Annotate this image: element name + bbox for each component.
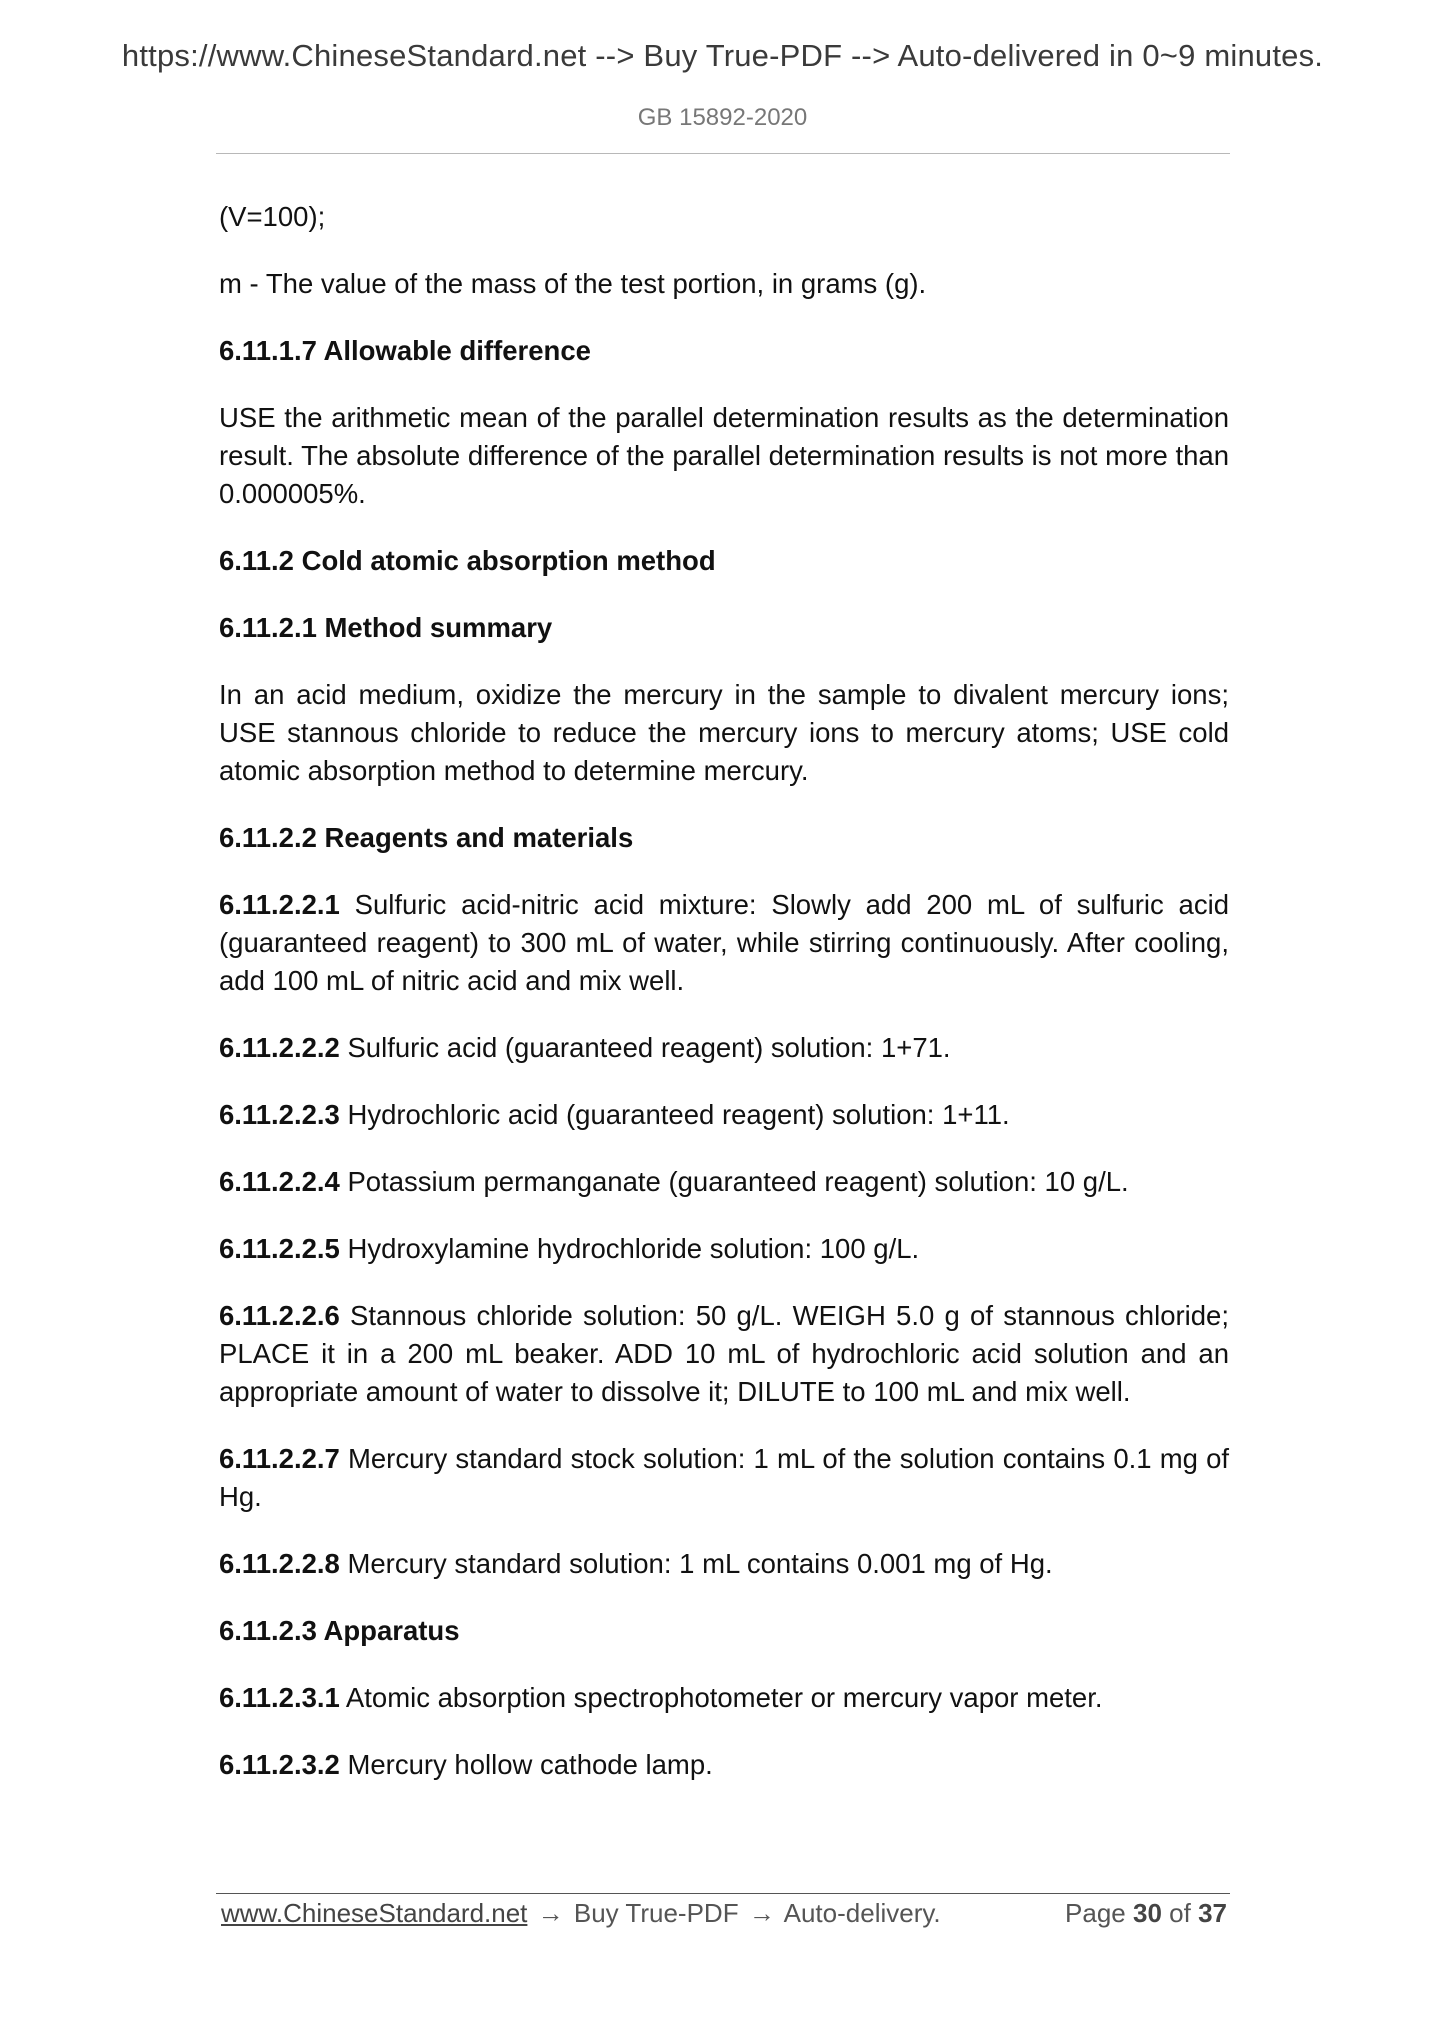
section-heading-6-11-2: 6.11.2 Cold atomic absorption method: [219, 545, 716, 576]
item-number: 6.11.2.3.1: [219, 1682, 340, 1713]
arrow-right-icon: →: [537, 1898, 564, 1928]
reagent-item: [219, 1440, 1229, 1516]
apparatus-item: [219, 1746, 1229, 1784]
page-indicator: [1065, 1898, 1227, 1929]
section-heading-6-11-2-1: 6.11.2.1 Method summary: [219, 612, 553, 643]
item-text: Sulfuric acid (guaranteed reagent) solution: 1+71.: [339, 1032, 951, 1063]
reagent-item: [219, 1297, 1229, 1411]
page-footer: [221, 1898, 1227, 1938]
apparatus-item: [219, 1679, 1229, 1717]
item-number: 6.11.2.2.1: [219, 889, 340, 920]
item-text: Mercury standard stock solution: 1 mL of the solution contains 0.1 mg of Hg.: [219, 1443, 1229, 1512]
paragraph-method-summary: In an acid medium, oxidize the mercury in the sample to divalent mercury ions; USE stannous chloride to reduce the mercury ions to mercury atoms; USE cold atomic absorption method to determine mercury.: [219, 679, 1229, 786]
formula-v-line: (V=100);: [219, 201, 326, 232]
reagent-item: [219, 1230, 1229, 1268]
arrow-right-icon: →: [748, 1898, 775, 1928]
section-heading-6-11-2-3: 6.11.2.3 Apparatus: [219, 1615, 460, 1646]
item-number: 6.11.2.2.4: [219, 1166, 340, 1197]
page-content: [219, 198, 1229, 1813]
reagent-item: [219, 1096, 1229, 1134]
item-text: Potassium permanganate (guaranteed reagent) solution: 10 g/L.: [339, 1166, 1129, 1197]
reagent-item: [219, 886, 1229, 1000]
footer-buy-text: Buy True-PDF: [573, 1898, 739, 1928]
item-number: 6.11.2.3.2: [219, 1749, 340, 1780]
formula-m-line: m - The value of the mass of the test portion, in grams (g).: [219, 268, 927, 299]
footer-site-link[interactable]: www.ChineseStandard.net: [221, 1898, 528, 1928]
item-text: Mercury standard solution: 1 mL contains 0.001 mg of Hg.: [339, 1548, 1053, 1579]
item-number: 6.11.2.2.6: [219, 1300, 340, 1331]
item-text: Sulfuric acid-nitric acid mixture: Slowly add 200 mL of sulfuric acid (guaranteed reagent) to 300 mL of water, while stirring continuously. After cooling, add 100 mL of nitric acid and mix well.: [219, 889, 1229, 996]
footer-divider: [216, 1893, 1230, 1894]
header-divider: [216, 153, 1230, 154]
section-heading-6-11-1-7: 6.11.1.7 Allowable difference: [219, 335, 591, 366]
item-number: 6.11.2.2.7: [219, 1443, 340, 1474]
top-banner-link[interactable]: https://www.ChineseStandard.net --> Buy True-PDF --> Auto-delivered in 0~9 minutes.: [121, 38, 1324, 73]
item-text: Hydroxylamine hydrochloride solution: 100 g/L.: [339, 1233, 920, 1264]
page-number: 30: [1133, 1898, 1162, 1928]
reagent-item: [219, 1029, 1229, 1067]
item-number: 6.11.2.2.8: [219, 1548, 340, 1579]
reagent-item: [219, 1545, 1229, 1583]
footer-auto-text: Auto-delivery.: [783, 1898, 941, 1928]
item-text: Mercury hollow cathode lamp.: [339, 1749, 713, 1780]
document-code: GB 15892-2020: [637, 104, 808, 131]
reagent-item: [219, 1163, 1229, 1201]
footer-left: [221, 1898, 941, 1929]
page-word: Page: [1065, 1898, 1126, 1928]
item-number: 6.11.2.2.5: [219, 1233, 340, 1264]
paragraph-allowable-difference: USE the arithmetic mean of the parallel determination results as the determination result. The absolute difference of the parallel determination results is not more than 0.000005%.: [219, 402, 1229, 509]
item-text: Hydrochloric acid (guaranteed reagent) solution: 1+11.: [339, 1099, 1010, 1130]
item-number: 6.11.2.2.3: [219, 1099, 340, 1130]
item-number: 6.11.2.2.2: [219, 1032, 340, 1063]
section-heading-6-11-2-2: 6.11.2.2 Reagents and materials: [219, 822, 634, 853]
item-text: Atomic absorption spectrophotometer or mercury vapor meter.: [339, 1682, 1103, 1713]
of-word: of: [1169, 1898, 1191, 1928]
item-text: Stannous chloride solution: 50 g/L. WEIGH 5.0 g of stannous chloride; PLACE it in a 200 mL beaker. ADD 10 mL of hydrochloric acid solution and an appropriate amount of water to dissolve it; DILUTE to 100 mL and mix well.: [219, 1300, 1229, 1407]
page-total: 37: [1198, 1898, 1227, 1928]
